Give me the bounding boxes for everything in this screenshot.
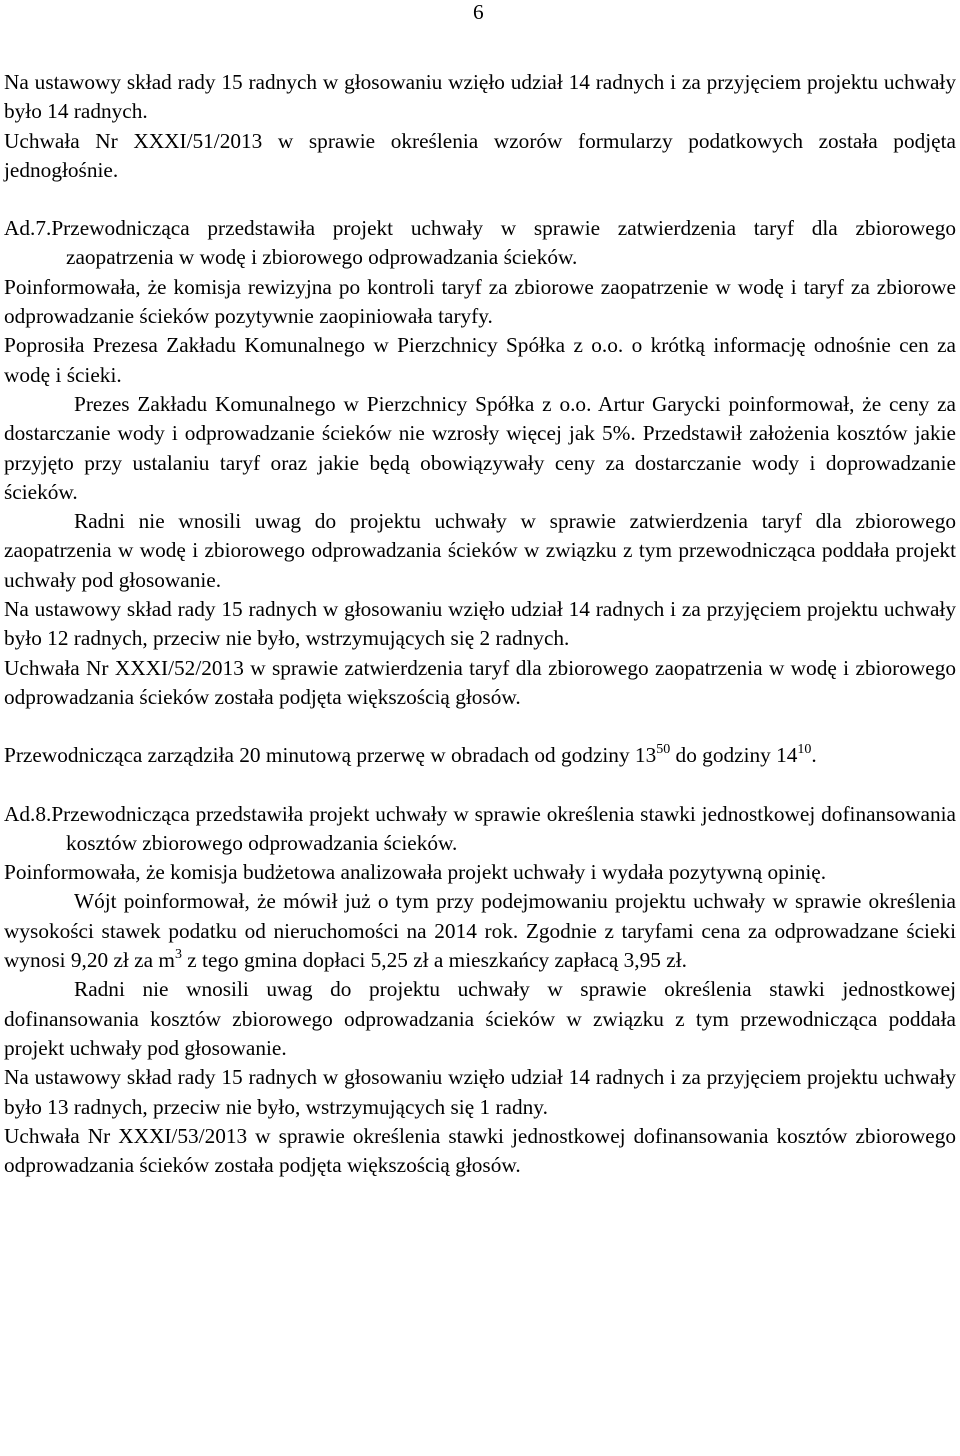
paragraph-gap bbox=[4, 185, 956, 214]
no-remarks-paragraph: Radni nie wnosili uwag do projektu uchwały w sprawie określenia stawki jednostkowej dofinansowania kosztów zbiorowego odprowadzania ścieków w związku z tym przewodnicząca poddała projekt uchwały pod głosowanie. bbox=[4, 977, 956, 1060]
request-paragraph: Poprosiła Prezesa Zakładu Komunalnego w Pierzchnicy Spółka z o.o. o krótką informację odnośnie cen za wodę i ścieki. bbox=[4, 333, 956, 387]
paragraph-gap bbox=[4, 771, 956, 800]
president-info-paragraph: Prezes Zakładu Komunalnego w Pierzchnicy Spółka z o.o. Artur Garycki poinformował, że ceny za dostarczanie wody i odprowadzanie ścieków nie wzrosły więcej jak 5%. Przedstawił założenia kosztów jakie przyjęto przy ustalaniu taryf oraz jakie będą obowiązywały ceny za dostarczanie wody i doprowadzanie ścieków. bbox=[4, 391, 956, 504]
commission-opinion-paragraph: Poinformowała, że komisja budżetowa analizowała projekt uchwały i wydała pozytywną opinię. bbox=[4, 860, 827, 885]
resolution-paragraph: Uchwała Nr XXXI/51/2013 w sprawie określenia wzorów formularzy podatkowych została podjęta jednogłośnie. bbox=[4, 128, 956, 182]
paragraph-gap bbox=[4, 712, 956, 741]
break-paragraph bbox=[4, 741, 956, 770]
resolution-paragraph: Uchwała Nr XXXI/52/2013 w sprawie zatwierdzenia taryf dla zbiorowego zaopatrzenia w wodę i zbiorowego odprowadzania ścieków została podjęta większością głosów. bbox=[4, 655, 956, 709]
page-number: 6 bbox=[473, 0, 484, 24]
no-remarks-paragraph: Radni nie wnosili uwag do projektu uchwały w sprawie zatwierdzenia taryf dla zbiorowego zaopatrzenia w wodę i zbiorowego odprowadzania ścieków w związku z tym przewodnicząca poddała projekt uchwały pod głosowanie. bbox=[4, 509, 956, 592]
cubic-exponent: 3 bbox=[174, 947, 182, 963]
agenda-item-8: Ad.8.Przewodnicząca przedstawiła projekt uchwały w sprawie określenia stawki jednostkowej dofinansowania kosztów zbiorowego odprowadzania ścieków. bbox=[4, 801, 956, 855]
voting-result-paragraph: Na ustawowy skład rady 15 radnych w głosowaniu wzięło udział 14 radnych i za przyjęciem projektu uchwały było 12 radnych, przeciw nie było, wstrzymujących się 2 radnych. bbox=[4, 597, 956, 651]
voting-result-paragraph: Na ustawowy skład rady 15 radnych w głosowaniu wzięło udział 14 radnych i za przyjęciem projektu uchwały było 14 radnych. bbox=[4, 70, 956, 124]
break-text-a: Przewodnicząca zarządziła 20 minutową przerwę w obradach od godziny 13 bbox=[4, 743, 657, 768]
mayor-info-paragraph bbox=[4, 887, 956, 975]
break-end-minutes: 10 bbox=[797, 742, 812, 758]
break-text-b: do godziny 14 bbox=[670, 743, 798, 768]
mayor-text-a: Wójt poinformował, że mówił już o tym przy podejmowaniu projektu uchwały w sprawie określenia wysokości stawek podatku od nieruchomości na 2014 rok. Zgodnie z taryfami cena za odprowadzane ścieki wynosi 9,20 zł za m bbox=[4, 889, 956, 973]
resolution-paragraph: Uchwała Nr XXXI/53/2013 w sprawie określenia stawki jednostkowej dofinansowania kosztów zbiorowego odprowadzania ścieków została podjęta większością głosów. bbox=[4, 1123, 956, 1178]
mayor-text-b: z tego gmina dopłaci 5,25 zł a mieszkańcy zapłacą 3,95 zł. bbox=[181, 948, 687, 973]
voting-result-paragraph: Na ustawowy skład rady 15 radnych w głosowaniu wzięło udział 14 radnych i za przyjęciem projektu uchwały było 13 radnych, przeciw nie było, wstrzymujących się 1 radny. bbox=[4, 1065, 956, 1119]
break-start-minutes: 50 bbox=[656, 742, 671, 758]
document-body bbox=[4, 68, 956, 1180]
break-text-c: . bbox=[811, 743, 817, 768]
commission-opinion-paragraph: Poinformowała, że komisja rewizyjna po kontroli taryf za zbiorowe zaopatrzenie w wodę i taryf za zbiorowe odprowadzanie ścieków pozytywnie zaopiniowała taryfy. bbox=[4, 274, 956, 329]
agenda-item-7: Ad.7.Przewodnicząca przedstawiła projekt uchwały w sprawie zatwierdzenia taryf dla zbiorowego zaopatrzenia w wodę i zbiorowego odprowadzania ścieków. bbox=[4, 216, 956, 270]
